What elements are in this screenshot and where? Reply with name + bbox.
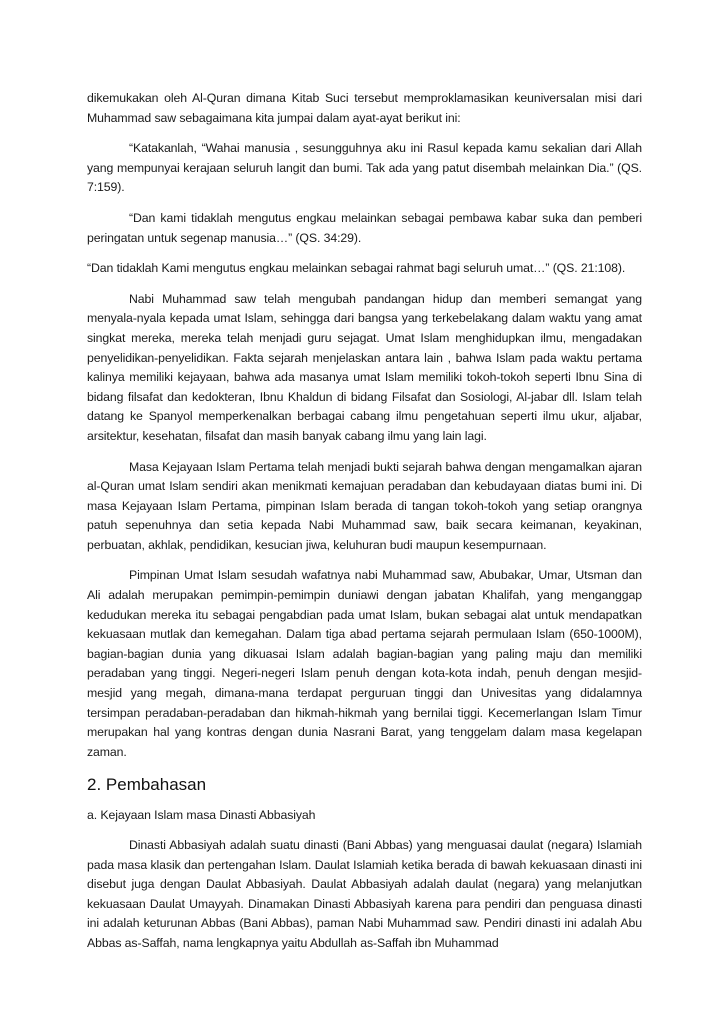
paragraph-masa-kejayaan: Masa Kejayaan Islam Pertama telah menjadi bukti sejarah bahwa dengan mengamalkan ajaran al-Quran umat Islam sendiri akan menikmati kemajuan peradaban dan kebudayaan diatas bumi ini. Di masa Kejayaan Islam Pertama, pimpinan Islam berada di tangan tokoh-tokoh yang setiap orangnya patuh sepenuhnya dan setia kepada Nabi Muhammad saw, baik secara keimanan, keyakinan, perbuatan, akhlak, pendidikan, kesucian jiwa, keluhuran budi maupun kesempurnaan. — [87, 459, 642, 552]
subsection-heading: a. Kejayaan Islam masa Dinasti Abbasiyah — [87, 808, 316, 823]
quote-qs-34-29: “Dan kami tidaklah mengutus engkau melainkan sebagai pembawa kabar suka dan pemberi peringatan untuk segenap manusia…” (QS. 34:29). — [87, 210, 642, 245]
document-page — [87, 89, 642, 965]
intro-paragraph-1: dikemukakan oleh Al-Quran dimana Kitab Suci tersebut memproklamasikan keuniversalan misi dari Muhammad saw sebagaimana kita jumpai dalam ayat-ayat berikut ini: — [87, 91, 642, 125]
section-heading: 2. Pembahasan — [87, 775, 207, 795]
paragraph-nabi-muhammad: Nabi Muhammad saw telah mengubah pandangan hidup dan memberi semangat yang menyala-nyala kepada umat Islam, sehingga dari bangsa yang terkebelakang dalam waktu yang amat singkat mereka, mereka telah menjadi guru sejagat. Umat Islam menghidupkan ilmu, mengadakan penyelidikan-penyelidikan. Fakta sejarah menjelaskan antara lain , bahwa Islam pada waktu pertama kalinya memiliki kejayaan, bahwa ada masanya umat Islam memiliki tokoh-tokoh seperti Ibnu Sina di bidang filsafat dan kedokteran, Ibnu Khaldun di bidang Filsafat dan Sosiologi, Al-jabar dll. Islam telah datang ke Spanyol memperkenalkan berbagai cabang ilmu pengetahuan seperti ilmu ukur, aljabar, arsitektur, kesehatan, filsafat dan masih banyak cabang ilmu yang lain lagi. — [87, 291, 642, 443]
paragraph-pimpinan-umat: Pimpinan Umat Islam sesudah wafatnya nabi Muhammad saw, Abubakar, Umar, Utsman dan Ali adalah merupakan pemimpin-pemimpin duniawi dengan jabatan Khalifah, yang menganggap kedudukan mereka itu sebagai pengabdian pada umat Islam, bukan sebagai alat untuk mendapatkan kekuasaan mutlak dan kemegahan. Dalam tiga abad pertama sejarah permulaan Islam (650-1000M), bagian-bagian dunia yang dikuasai Islam adalah bagian-bagian yang paling maju dan memiliki peradaban yang tinggi. Negeri-negeri Islam penuh dengan kota-kota indah, penuh dengan mesjid-mesjid yang megah, dimana-mana terdapat perguruan tinggi dan Univesitas yang didalamnya tersimpan peradaban-peradaban dan hikmah-hikmah yang bernilai tiggi. Kecemerlangan Islam Timur merupakan hal yang kontras dengan dunia Nasrani Barat, yang tenggelam dalam masa kegelapan zaman. — [87, 568, 642, 759]
paragraph-dinasti-abbasiyah: Dinasti Abbasiyah adalah suatu dinasti (Bani Abbas) yang menguasai daulat (negara) Islamiah pada masa klasik dan pertengahan Islam. Daulat Islamiah ketika berada di bawah kekuasaan dinasti ini disebut juga dengan Daulat Abbasiyah. Daulat Abbasiyah adalah daulat (negara) yang melanjutkan kekuasaan Daulat Umayyah. Dinamakan Dinasti Abbasiyah karena para pendiri dan penguasa dinasti ini adalah keturunan Abbas (Bani Abbas), paman Nabi Muhammad saw. Pendiri dinasti ini adalah Abu Abbas as-Saffah, nama lengkapnya yaitu Abdullah as-Saffah ibn Muhammad — [87, 838, 642, 950]
quote-qs-21-108: “Dan tidaklah Kami mengutus engkau melainkan sebagai rahmat bagi seluruh umat…” (QS. 21:108). — [87, 261, 626, 276]
quote-qs-7-159: “Katakanlah, “Wahai manusia , sesungguhnya aku ini Rasul kepada kamu sekalian dari Allah yang mempunyai kerajaan seluruh langit dan bumi. Tak ada yang patut disembah melainkan Dia.” (QS. 7:159). — [87, 141, 642, 195]
